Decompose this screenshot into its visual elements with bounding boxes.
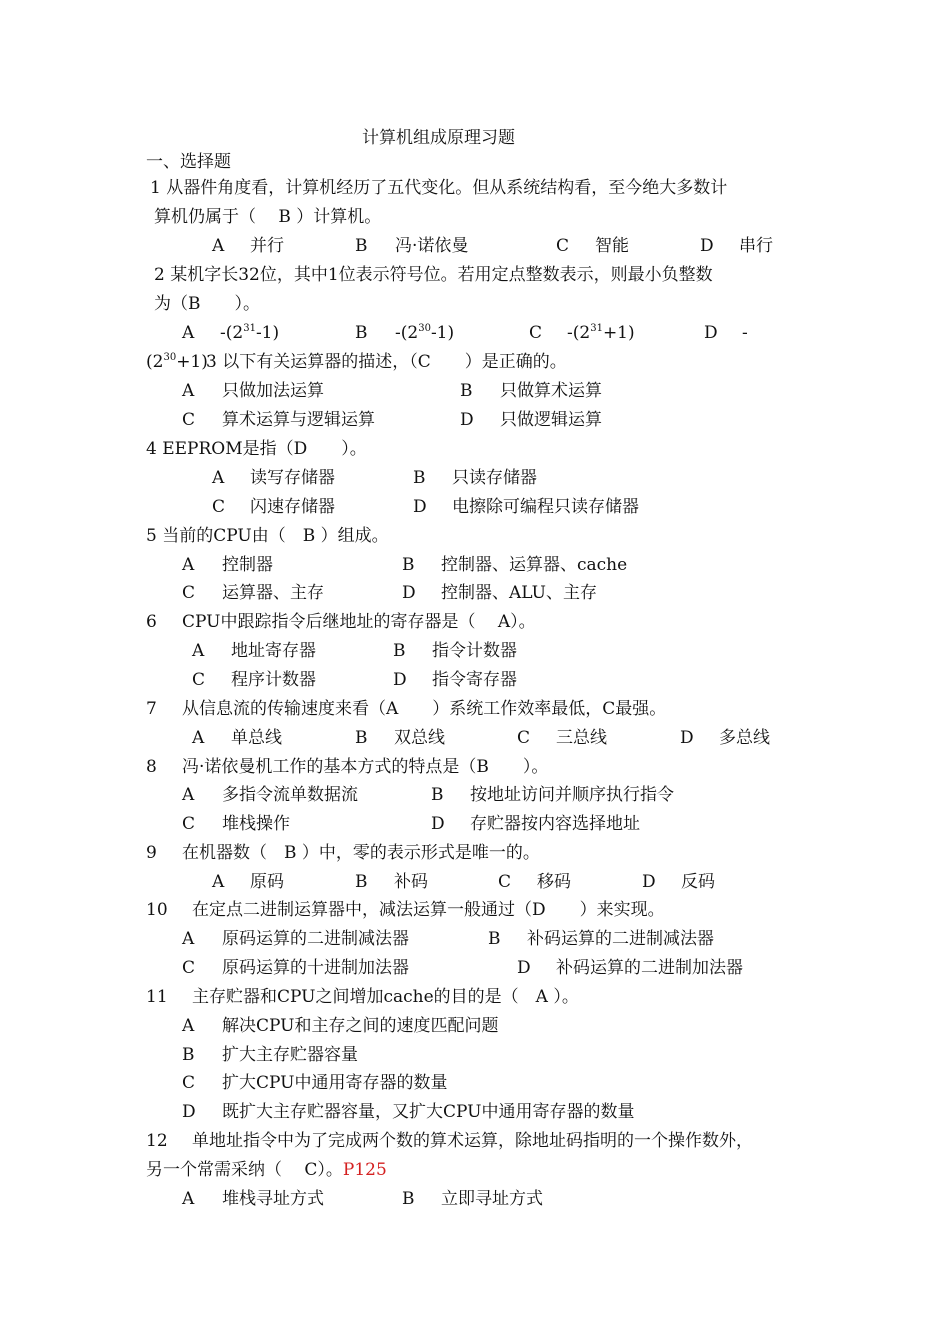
option-text: 指令寄存器: [432, 670, 517, 690]
option-text: 原码运算的二进制减法器: [222, 929, 409, 949]
question-11-stem: 主存贮器和CPU之间增加cache的目的是（ A ）。: [192, 987, 579, 1007]
option-letter: D: [393, 670, 407, 690]
option-text: 指令计数器: [432, 641, 517, 661]
question-12-stem-line2: 另一个常需采纳（ C）。P125: [146, 1160, 387, 1180]
question-6-number: 6: [146, 612, 157, 632]
option-letter: B: [402, 1189, 415, 1209]
question-10-stem: 在定点二进制运算器中，减法运算一般通过（D ）来实现。: [192, 900, 665, 920]
question-2-stem-line2: 为（B ）。: [154, 294, 260, 314]
option-letter: D: [704, 323, 718, 343]
option-letter: D: [460, 410, 474, 430]
option-formula: $-(2^{31}-1)$: [220, 323, 280, 343]
option-text: 只做逻辑运算: [500, 410, 602, 430]
option-text: 补码运算的二进制加法器: [556, 958, 743, 978]
question-4-stem: 4 EEPROM是指（D ）。: [146, 439, 367, 459]
option-text: 只做加法运算: [222, 381, 324, 401]
option-text: 控制器、运算器、cache: [441, 555, 628, 575]
page-reference: P125: [342, 1160, 387, 1180]
option-letter: A: [212, 236, 225, 256]
option-letter: D: [182, 1102, 196, 1122]
option-letter: B: [355, 323, 368, 343]
option-text: 地址寄存器: [231, 641, 316, 661]
option-letter: C: [517, 728, 531, 748]
option-text: 控制器: [222, 555, 273, 575]
option-letter: C: [182, 1073, 196, 1093]
option-text: 程序计数器: [231, 670, 316, 690]
option-text: 双总线: [394, 728, 445, 748]
option-letter: C: [556, 236, 570, 256]
option-letter: D: [700, 236, 714, 256]
option-letter: A: [182, 929, 195, 949]
option-letter: B: [355, 728, 368, 748]
option-letter: C: [182, 410, 196, 430]
option-letter: B: [355, 236, 368, 256]
question-10-number: 10: [146, 900, 168, 920]
option-letter: D: [431, 814, 445, 834]
option-letter: C: [182, 583, 196, 603]
question-5-stem: 5 当前的CPU由（ B ）组成。: [146, 526, 389, 546]
option-text: 原码: [250, 872, 284, 892]
option-text: 三总线: [556, 728, 607, 748]
question-9-stem: 在机器数（ B ）中，零的表示形式是唯一的。: [182, 843, 540, 863]
option-letter: A: [182, 323, 195, 343]
option-letter: A: [182, 1189, 195, 1209]
option-letter: B: [355, 872, 368, 892]
option-text: 反码: [681, 872, 715, 892]
option-text: 原码运算的十进制加法器: [222, 958, 409, 978]
option-text: 控制器、ALU、主存: [441, 583, 597, 603]
question-9-number: 9: [146, 843, 157, 863]
option-text: 堆栈寻址方式: [222, 1189, 324, 1209]
option-letter: A: [192, 641, 205, 661]
option-letter: C: [498, 872, 512, 892]
question-12-stem-line1: 单地址指令中为了完成两个数的算术运算，除地址码指明的一个操作数外，: [192, 1131, 753, 1151]
option-letter: B: [182, 1045, 195, 1065]
section-heading: 一、选择题: [146, 152, 231, 172]
option-letter: D: [680, 728, 694, 748]
question-12-number: 12: [146, 1131, 168, 1151]
option-text: 只做算术运算: [500, 381, 602, 401]
option-text: 多总线: [719, 728, 770, 748]
option-letter: B: [393, 641, 406, 661]
option-text: 解决CPU和主存之间的速度匹配问题: [222, 1016, 499, 1036]
option-letter: C: [192, 670, 206, 690]
page-title: 计算机组成原理习题: [362, 128, 515, 148]
option-text: 移码: [537, 872, 571, 892]
option-formula: $-(2^{31}+1)$: [567, 323, 635, 343]
option-text: 读写存储器: [250, 468, 335, 488]
option-text: 立即寻址方式: [441, 1189, 543, 1209]
question-7-number: 7: [146, 699, 157, 719]
option-letter: A: [212, 872, 225, 892]
option-letter: B: [431, 785, 444, 805]
option-text: 算术运算与逻辑运算: [222, 410, 375, 430]
question-3-stem: 3 以下有关运算器的描述，（C ）是正确的。: [206, 352, 567, 372]
question-1-stem-line1: 1 从器件角度看，计算机经历了五代变化。但从系统结构看，至今绝大多数计: [150, 178, 728, 198]
option-letter: C: [212, 497, 226, 517]
question-6-stem: CPU中跟踪指令后继地址的寄存器是（ A）。: [182, 612, 536, 632]
question-8-stem: 冯·诺依曼机工作的基本方式的特点是（B ）。: [182, 757, 549, 777]
question-2-stem-line1: 2 某机字长32位，其中1位表示符号位。若用定点整数表示，则最小负整数: [154, 265, 713, 285]
question-11-number: 11: [146, 987, 168, 1007]
option-letter: B: [460, 381, 473, 401]
option-formula: -: [742, 323, 748, 343]
option-letter: C: [182, 814, 196, 834]
option-letter: D: [413, 497, 427, 517]
option-letter: A: [182, 381, 195, 401]
option-formula: $(2^{30}+1)$: [146, 352, 208, 372]
option-text: 补码: [394, 872, 428, 892]
option-letter: B: [488, 929, 501, 949]
option-letter: A: [182, 555, 195, 575]
option-text: 扩大CPU中通用寄存器的数量: [222, 1073, 448, 1093]
option-letter: C: [529, 323, 543, 343]
option-text: 按地址访问并顺序执行指令: [470, 785, 674, 805]
option-letter: D: [642, 872, 656, 892]
option-text: 冯·诺依曼: [395, 236, 469, 256]
option-text: 运算器、主存: [222, 583, 324, 603]
option-formula: $-(2^{30}-1)$: [395, 323, 455, 343]
option-text: 堆栈操作: [222, 814, 290, 834]
question-7-stem: 从信息流的传输速度来看（A ）系统工作效率最低，C最强。: [182, 699, 667, 719]
option-text: 智能: [595, 236, 629, 256]
option-text: 补码运算的二进制减法器: [527, 929, 714, 949]
option-text: 串行: [739, 236, 773, 256]
option-letter: A: [182, 1016, 195, 1036]
option-text: 多指令流单数据流: [222, 785, 358, 805]
option-letter: A: [182, 785, 195, 805]
option-text: 闪速存储器: [250, 497, 335, 517]
option-letter: A: [192, 728, 205, 748]
option-text: 电擦除可编程只读存储器: [452, 497, 639, 517]
option-letter: B: [402, 555, 415, 575]
option-text: 存贮器按内容选择地址: [470, 814, 640, 834]
question-8-number: 8: [146, 757, 157, 777]
option-text: 只读存储器: [452, 468, 537, 488]
option-letter: D: [517, 958, 531, 978]
option-text: 既扩大主存贮器容量，又扩大CPU中通用寄存器的数量: [222, 1102, 635, 1122]
option-letter: A: [212, 468, 225, 488]
option-text: 单总线: [231, 728, 282, 748]
option-letter: C: [182, 958, 196, 978]
option-text: 扩大主存贮器容量: [222, 1045, 358, 1065]
option-text: 并行: [250, 236, 284, 256]
option-letter: D: [402, 583, 416, 603]
option-letter: B: [413, 468, 426, 488]
question-1-stem-line2: 算机仍属于（ B ）计算机。: [154, 207, 382, 227]
